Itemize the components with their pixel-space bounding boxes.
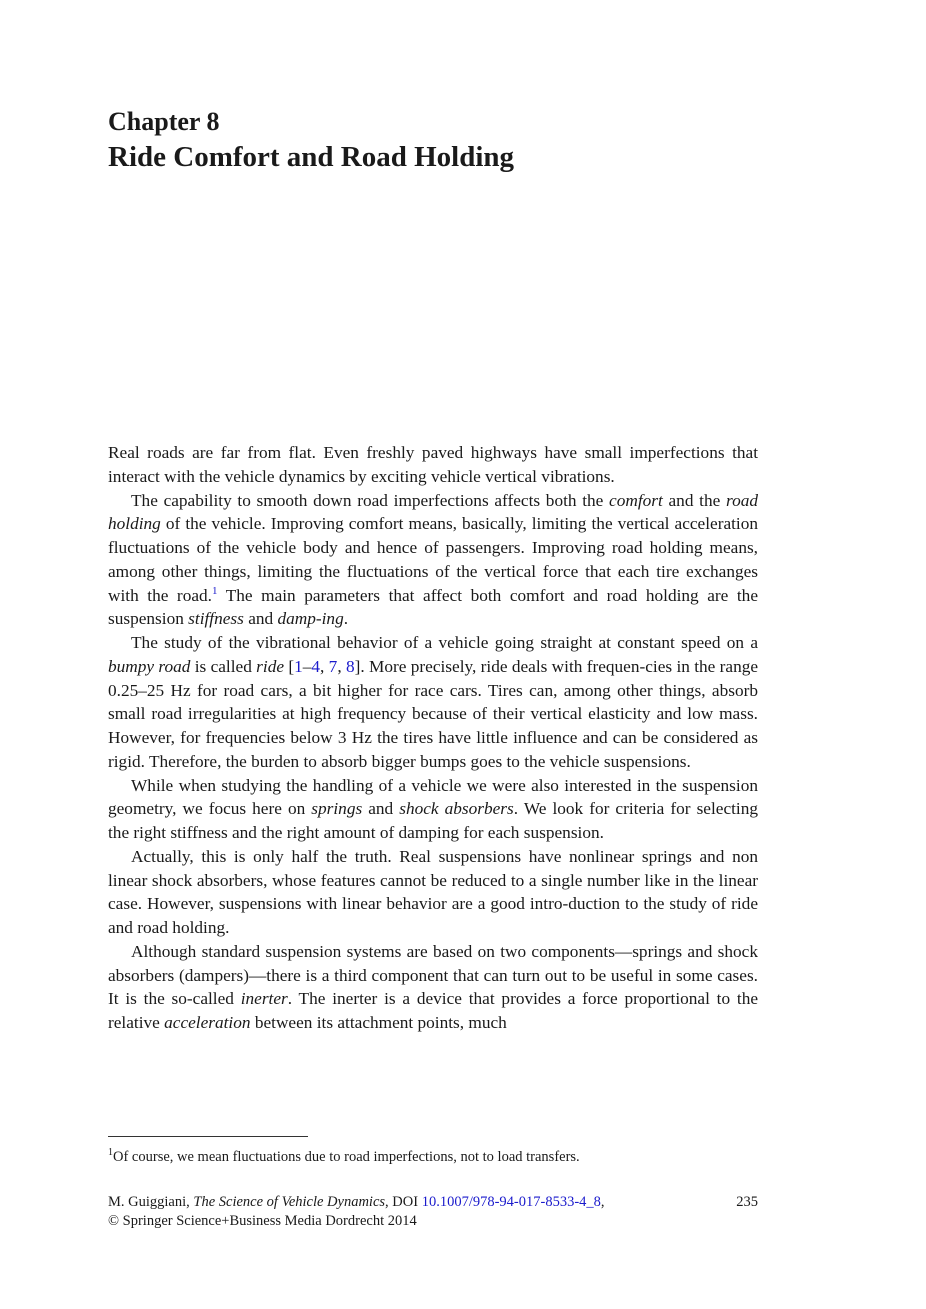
footnote-divider (108, 1136, 308, 1137)
footer-book-title: The Science of Vehicle Dynamics (193, 1194, 386, 1210)
chapter-title: Ride Comfort and Road Holding (108, 141, 515, 173)
paragraph-2 (108, 489, 758, 632)
emphasis-inerter: inerter (240, 989, 288, 1009)
footer-author: M. Guiggiani, (108, 1194, 194, 1210)
footnote-text: Of course, we mean fluctuations due to road imperfections, not to load transfers. (113, 1149, 580, 1165)
footer-citation-row (108, 1193, 758, 1212)
page-footer (108, 1193, 758, 1231)
citation-link-7[interactable]: 7 (328, 656, 338, 676)
footnote (108, 1147, 758, 1167)
citation-link-4[interactable]: 4 (311, 656, 321, 676)
text-run: The study of the vibrational behavior of a vehicle going straight at constant speed on a (131, 633, 758, 652)
text-run: and (362, 799, 400, 819)
text-run: . We look for criteria for selecting the right stiffness and the right amount of damping for each suspension. (108, 799, 758, 842)
emphasis-springs: springs (311, 799, 363, 819)
text-run: , DOI (385, 1194, 422, 1210)
emphasis-stiffness: stiffness (188, 609, 244, 629)
emphasis-acceleration: acceleration (164, 1013, 251, 1032)
emphasis-damping: damp-ing (277, 609, 344, 629)
footnote-mark: 1 (108, 1147, 113, 1158)
emphasis-comfort: comfort (609, 490, 663, 510)
doi-link[interactable]: 10.1007/978-94-017-8533-4_8 (421, 1194, 601, 1210)
text-run: between its attachment points, much (250, 1013, 507, 1032)
paragraph-5: Actually, this is only half the truth. Real suspensions have nonlinear springs and non linear shock absorbers, whose features cannot be reduced to a single number like in the linear case. However, suspensions with linear behavior are a good intro-duction to the study of ride and road holding. (108, 846, 758, 937)
text-run: – (302, 656, 312, 676)
chapter-label: Chapter 8 (108, 107, 220, 136)
emphasis-ride: ride (256, 656, 285, 676)
text-run: . The inerter is a device that provides a force proportional to the relative (108, 989, 759, 1032)
text-run: , (337, 656, 346, 676)
paragraph-4 (108, 774, 758, 845)
paragraph-6 (108, 940, 758, 1035)
citation-link-8[interactable]: 8 (345, 656, 355, 676)
page-number: 235 (736, 1194, 758, 1210)
paragraph-1: Real roads are far from flat. Even freshly paved highways have small imperfections that interact with the vehicle dynamics by exciting vehicle vertical vibrations. (108, 443, 758, 486)
paragraph-3 (108, 631, 758, 774)
text-run: [ (284, 656, 295, 676)
emphasis-bumpy-road: bumpy road (108, 656, 191, 676)
citation-link-1[interactable]: 1 (294, 656, 303, 676)
text-run: and the (662, 490, 726, 510)
text-run: of the vehicle. Improving comfort means, basically, limiting the vertical acceleration fluctuations of the vehicle body and hence of passengers. Improving road holding means, among other things, limiting the fluctuations of the vertical force that each tire exchanges with the road. (108, 514, 758, 605)
text-run: ]. More precisely, ride deals with frequen-cies in the range 0.25–25 Hz for road cars, a bit higher for race cars. Tires can, among other things, absorb small road irregularities at high frequency because of their vertical elasticity and low mass. However, for frequencies below 3 Hz the tires have little influence and can be considered as rigid. Therefore, the burden to absorb bigger bumps goes to the vehicle suspensions. (108, 656, 759, 771)
footer-copyright: © Springer Science+Business Media Dordrecht 2014 (108, 1213, 417, 1229)
emphasis-shock-absorbers: shock absorbers (399, 799, 514, 819)
footnote-link[interactable]: 1 (211, 584, 218, 597)
text-run: The capability to smooth down road imperfections affects both the (131, 490, 610, 510)
text-run: While when studying the handling of a vehicle we were also interested in the suspension geometry, we focus here on (108, 775, 758, 819)
text-run: and (243, 609, 278, 629)
text-run: Although standard suspension systems are based on two components—springs and shock absorbers (dampers)—there is a third component that can turn out to be useful in some cases. It is the so-called (108, 941, 758, 1009)
body-text (108, 441, 758, 1035)
footer-citation (108, 1193, 605, 1212)
text-run: , (600, 1194, 605, 1210)
emphasis-road-holding: road holding (108, 490, 758, 534)
text-run: . (343, 609, 349, 629)
text-run: The main parameters that affect both comfort and road holding are the suspension (108, 585, 758, 629)
text-run: , (320, 656, 329, 676)
text-run: is called (190, 656, 257, 676)
